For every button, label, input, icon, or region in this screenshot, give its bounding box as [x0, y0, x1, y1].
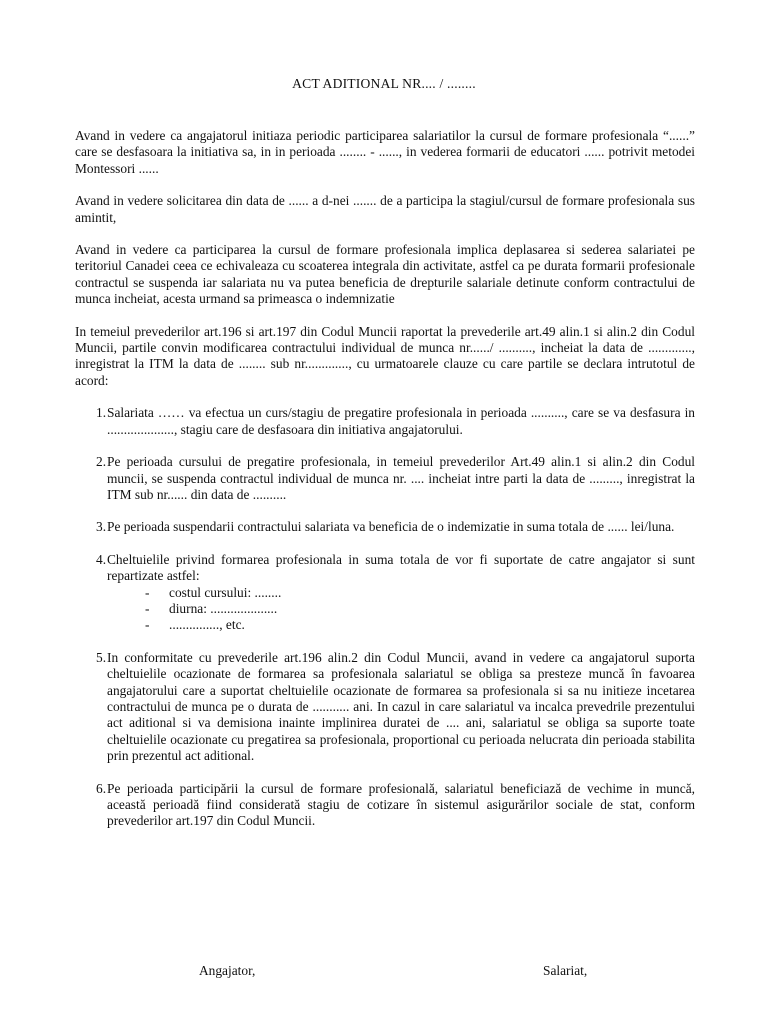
employee-signature-label: Salariat, [543, 963, 588, 978]
clause-text: Pe perioada suspendarii contractului salariata va beneficia de o indemizatie in suma totala de ...... lei/luna. [107, 519, 675, 535]
clause-text: In conformitate cu prevederile art.196 alin.2 din Codul Muncii, avand in vedere ca angajatorul suporta cheltuielile ocazionate de formarea sa profesionala salariatul se obliga sa presteze muncă în favoarea angajatorului care a suportat cheltuielile ocazionate de formarea sa profesionala si sa nu initieze incetarea contractului de munca pe o durata de ........... ani. In cazul in care salariatul va incalca prevedrile prezentului act aditional si va demisiona inainte implinirea duratei de .... ani, salariatul se obliga sa suporte toate cheltuielile ocazionate cu pregatirea sa profesionala, proportional cu perioada nelucrata din perioada stabilita prin prezentul act aditional. [107, 649, 695, 764]
list-dash: - [145, 584, 150, 600]
clause-4 [75, 552, 695, 634]
clause-text: Cheltuielile privind formarea profesionala in suma totala de vor fi suportate de catre angajator si sunt repartizate astfel: [107, 551, 695, 584]
intro-paragraph-1: Avand in vedere ca angajatorul initiaza periodic participarea salariatilor la cursul de formare profesionala “......” care se desfasoara la initiativa sa, in in perioada ........ - ......, in vederea formarii de educatori ...... potrivit metodei Montessori ...... [75, 128, 695, 176]
list-dash: - [145, 600, 150, 616]
clause-2 [75, 454, 695, 503]
clause-text: Pe perioada cursului de pregatire profesionala, in temeiul prevederilor Art.49 alin.1 si alin.2 din Codul muncii, se suspenda contractul individual de munca nr. .... incheiat intre parti la data de ........., inregistrat la ITM sub nr...... din data de .......... [107, 454, 695, 502]
clause-number: 4. [96, 551, 107, 567]
clause-number: 1. [96, 405, 107, 421]
list-dash: - [145, 617, 150, 633]
document-title: ACT ADITIONAL NR.... / ........ [292, 76, 476, 91]
document-body [75, 128, 695, 846]
clause-number: 3. [96, 519, 107, 535]
clause-1 [75, 405, 695, 438]
clause-5 [75, 650, 695, 765]
clause-text: Pe perioada participării la cursul de formare profesională, salariatul beneficiază de vechime in muncă, această perioadă fiind considerată stagiu de cotizare în sistemul asigurărilor sociale de stat, conform prevederilor art.197 din Codul Muncii. [107, 780, 695, 829]
clause-number: 6. [96, 780, 107, 796]
list-item-text: ..............., etc. [169, 617, 245, 633]
list-item [145, 585, 695, 601]
intro-paragraph-3: Avand in vedere ca participarea la cursul de formare profesionala implica deplasarea si sederea salariatei pe teritoriul Canadei ceea ce echivaleaza cu scoaterea integrala din activitate, astfel ca pe durata formarii profesionale contractul se suspenda iar salariata nu va putea beneficia de drepturile salariale detinute conform contractului de munca incheiat, acesta urmand sa primeasca o indemnizatie [75, 242, 695, 307]
list-item-text: diurna: .................... [169, 600, 278, 616]
clause-number: 5. [96, 649, 107, 665]
clause-3 [75, 519, 695, 535]
list-item [145, 601, 695, 617]
cost-breakdown-list [107, 585, 695, 634]
list-item [145, 617, 695, 633]
signature-block [0, 963, 768, 983]
intro-paragraph-2: Avand in vedere solicitarea din data de ...... a d-nei ....... de a participa la stagiul/cursul de formare profesionala sus amintit, [75, 193, 695, 225]
clauses-list [75, 405, 695, 830]
clause-text: Salariata …… va efectua un curs/stagiu de pregatire profesionala in perioada .........., care se va desfasura in ...................., stagiu care de desfasoara din initiativa angajatorului. [107, 405, 695, 437]
employer-signature-label: Angajator, [199, 963, 256, 978]
clause-number: 2. [96, 454, 107, 470]
list-item-text: costul cursului: ........ [169, 584, 282, 600]
clause-6 [75, 781, 695, 830]
intro-paragraph-4: In temeiul prevederilor art.196 si art.197 din Codul Muncii raportat la prevederile art.49 alin.1 si alin.2 din Codul Muncii, partile convin modificarea contractului individual de munca nr....../ .........., incheiat la data de ............., inregistrat la ITM la data de ........ sub nr............., cu urmatoarele clauze cu care partile se declara intrutotul de acord: [75, 323, 695, 388]
